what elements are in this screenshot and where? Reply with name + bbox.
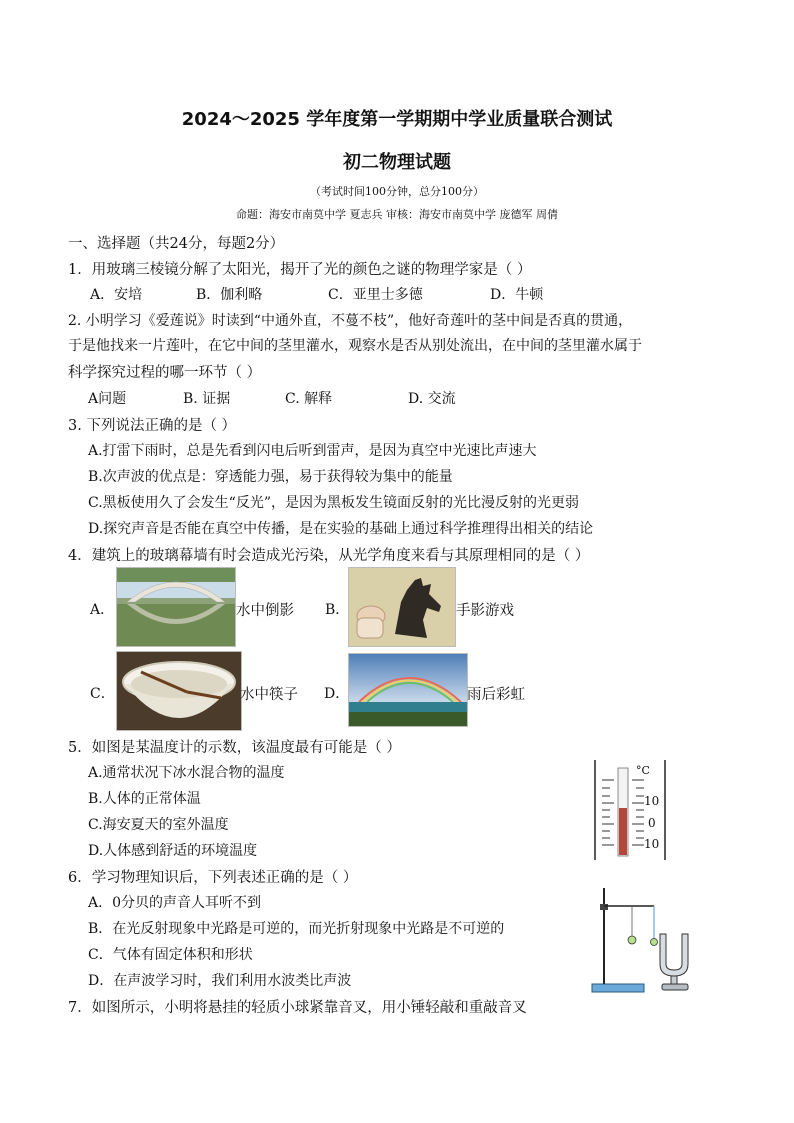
q6-option-b: B．在光反射现象中光路是可逆的，而光折射现象中光路是不可逆的 (88, 921, 505, 937)
thermometer-unit: °C (636, 764, 650, 777)
q3-option-a: A.打雷下雨时，总是先看到闪电后听到雷声，是因为真空中光速比声速大 (88, 443, 537, 459)
exam-title: 2024～2025 学年度第一学期期中学业质量联合测试 (181, 109, 613, 130)
q7-stem: 7．如图所示，小明将悬挂的轻质小球紧靠音叉，用小锤轻敲和重敲音叉 (68, 1000, 527, 1016)
q2-stem-line3: 科学探究过程的哪一环节（ ） (68, 365, 262, 381)
q4-option-c-label: C． (90, 686, 115, 702)
q4-option-d-label: D． (324, 686, 350, 702)
q1-stem: 1．用玻璃三棱镜分解了太阳光，揭开了光的颜色之谜的物理学家是（ ） (68, 262, 532, 278)
thermometer-figure (594, 760, 668, 860)
exam-authors: 命题：海安市南莫中学 夏志兵 审核：海安市南莫中学 庞德军 周倩 (236, 208, 558, 221)
chopsticks-bowl-image (116, 651, 242, 731)
q4-option-b-caption: 手影游戏 (456, 603, 514, 619)
q6-option-d: D．在声波学习时，我们利用水波类比声波 (88, 973, 352, 989)
q5-stem: 5．如图是某温度计的示数，该温度最有可能是（ ） (68, 740, 401, 756)
q3-option-b: B.次声波的优点是：穿透能力强，易于获得较为集中的能量 (88, 469, 453, 485)
q2-stem-line2: 于是他找来一片莲叶，在它中间的茎里灌水，观察水是否从别处流出，在中间的茎里灌水属于 (68, 338, 642, 354)
q6-option-a: A．0分贝的声音人耳听不到 (88, 895, 262, 911)
bridge-reflection-image (116, 567, 236, 647)
exam-subtitle: 初二物理试题 (343, 152, 451, 173)
q2-option-c: C. 解释 (285, 391, 333, 407)
q6-option-c: C．气体有固定体积和形状 (88, 947, 253, 963)
q6-stem: 6．学习物理知识后，下列表述正确的是（ ） (68, 870, 358, 886)
hand-shadow-image (348, 567, 456, 647)
q1-option-d: D．牛顿 (490, 287, 544, 303)
thermometer-label-bottom: 10 (644, 837, 660, 851)
q1-option-a: A．安培 (90, 287, 143, 303)
q3-option-d: D.探究声音是否能在真空中传播，是在实验的基础上通过科学推理得出相关的结论 (88, 521, 594, 537)
thermometer-label-zero: 0 (648, 816, 656, 830)
exam-info: （考试时间100分钟，总分100分） (310, 185, 484, 198)
tuning-fork-figure (588, 882, 698, 994)
q4-option-a-caption: 水中倒影 (236, 603, 294, 619)
q2-option-a: A问题 (88, 391, 127, 407)
q2-option-b: B. 证据 (183, 391, 231, 407)
q4-option-d-caption: 雨后彩虹 (467, 687, 525, 703)
thermometer-label-top: 10 (644, 794, 660, 808)
q4-option-c-caption: 水中筷子 (240, 687, 298, 703)
q2-option-d: D. 交流 (408, 391, 456, 407)
q5-option-a: A.通常状况下冰水混合物的温度 (88, 765, 285, 781)
q1-option-c: C．亚里士多德 (328, 287, 423, 303)
q3-option-c: C.黑板使用久了会发生“反光”，是因为黑板发生镜面反射的光比漫反射的光更弱 (88, 495, 579, 511)
rainbow-image (348, 653, 468, 727)
q4-option-b-label: B． (325, 602, 350, 618)
q3-stem: 3. 下列说法正确的是（ ） (68, 418, 237, 434)
q1-option-b: B．伽利略 (196, 287, 263, 303)
q5-option-b: B.人体的正常体温 (88, 791, 201, 807)
q5-option-c: C.海安夏天的室外温度 (88, 817, 229, 833)
q4-option-a-label: A． (90, 602, 115, 618)
q5-option-d: D.人体感到舒适的环境温度 (88, 843, 258, 859)
q4-stem: 4．建筑上的玻璃幕墙有时会造成光污染，从光学角度来看与其原理相同的是（ ） (68, 548, 590, 564)
section-heading: 一、选择题（共24分，每题2分） (68, 236, 285, 252)
q2-stem-line1: 2. 小明学习《爱莲说》时读到“中通外直，不蔓不枝”，他好奇莲叶的茎中间是否真的贯通， (68, 313, 633, 329)
